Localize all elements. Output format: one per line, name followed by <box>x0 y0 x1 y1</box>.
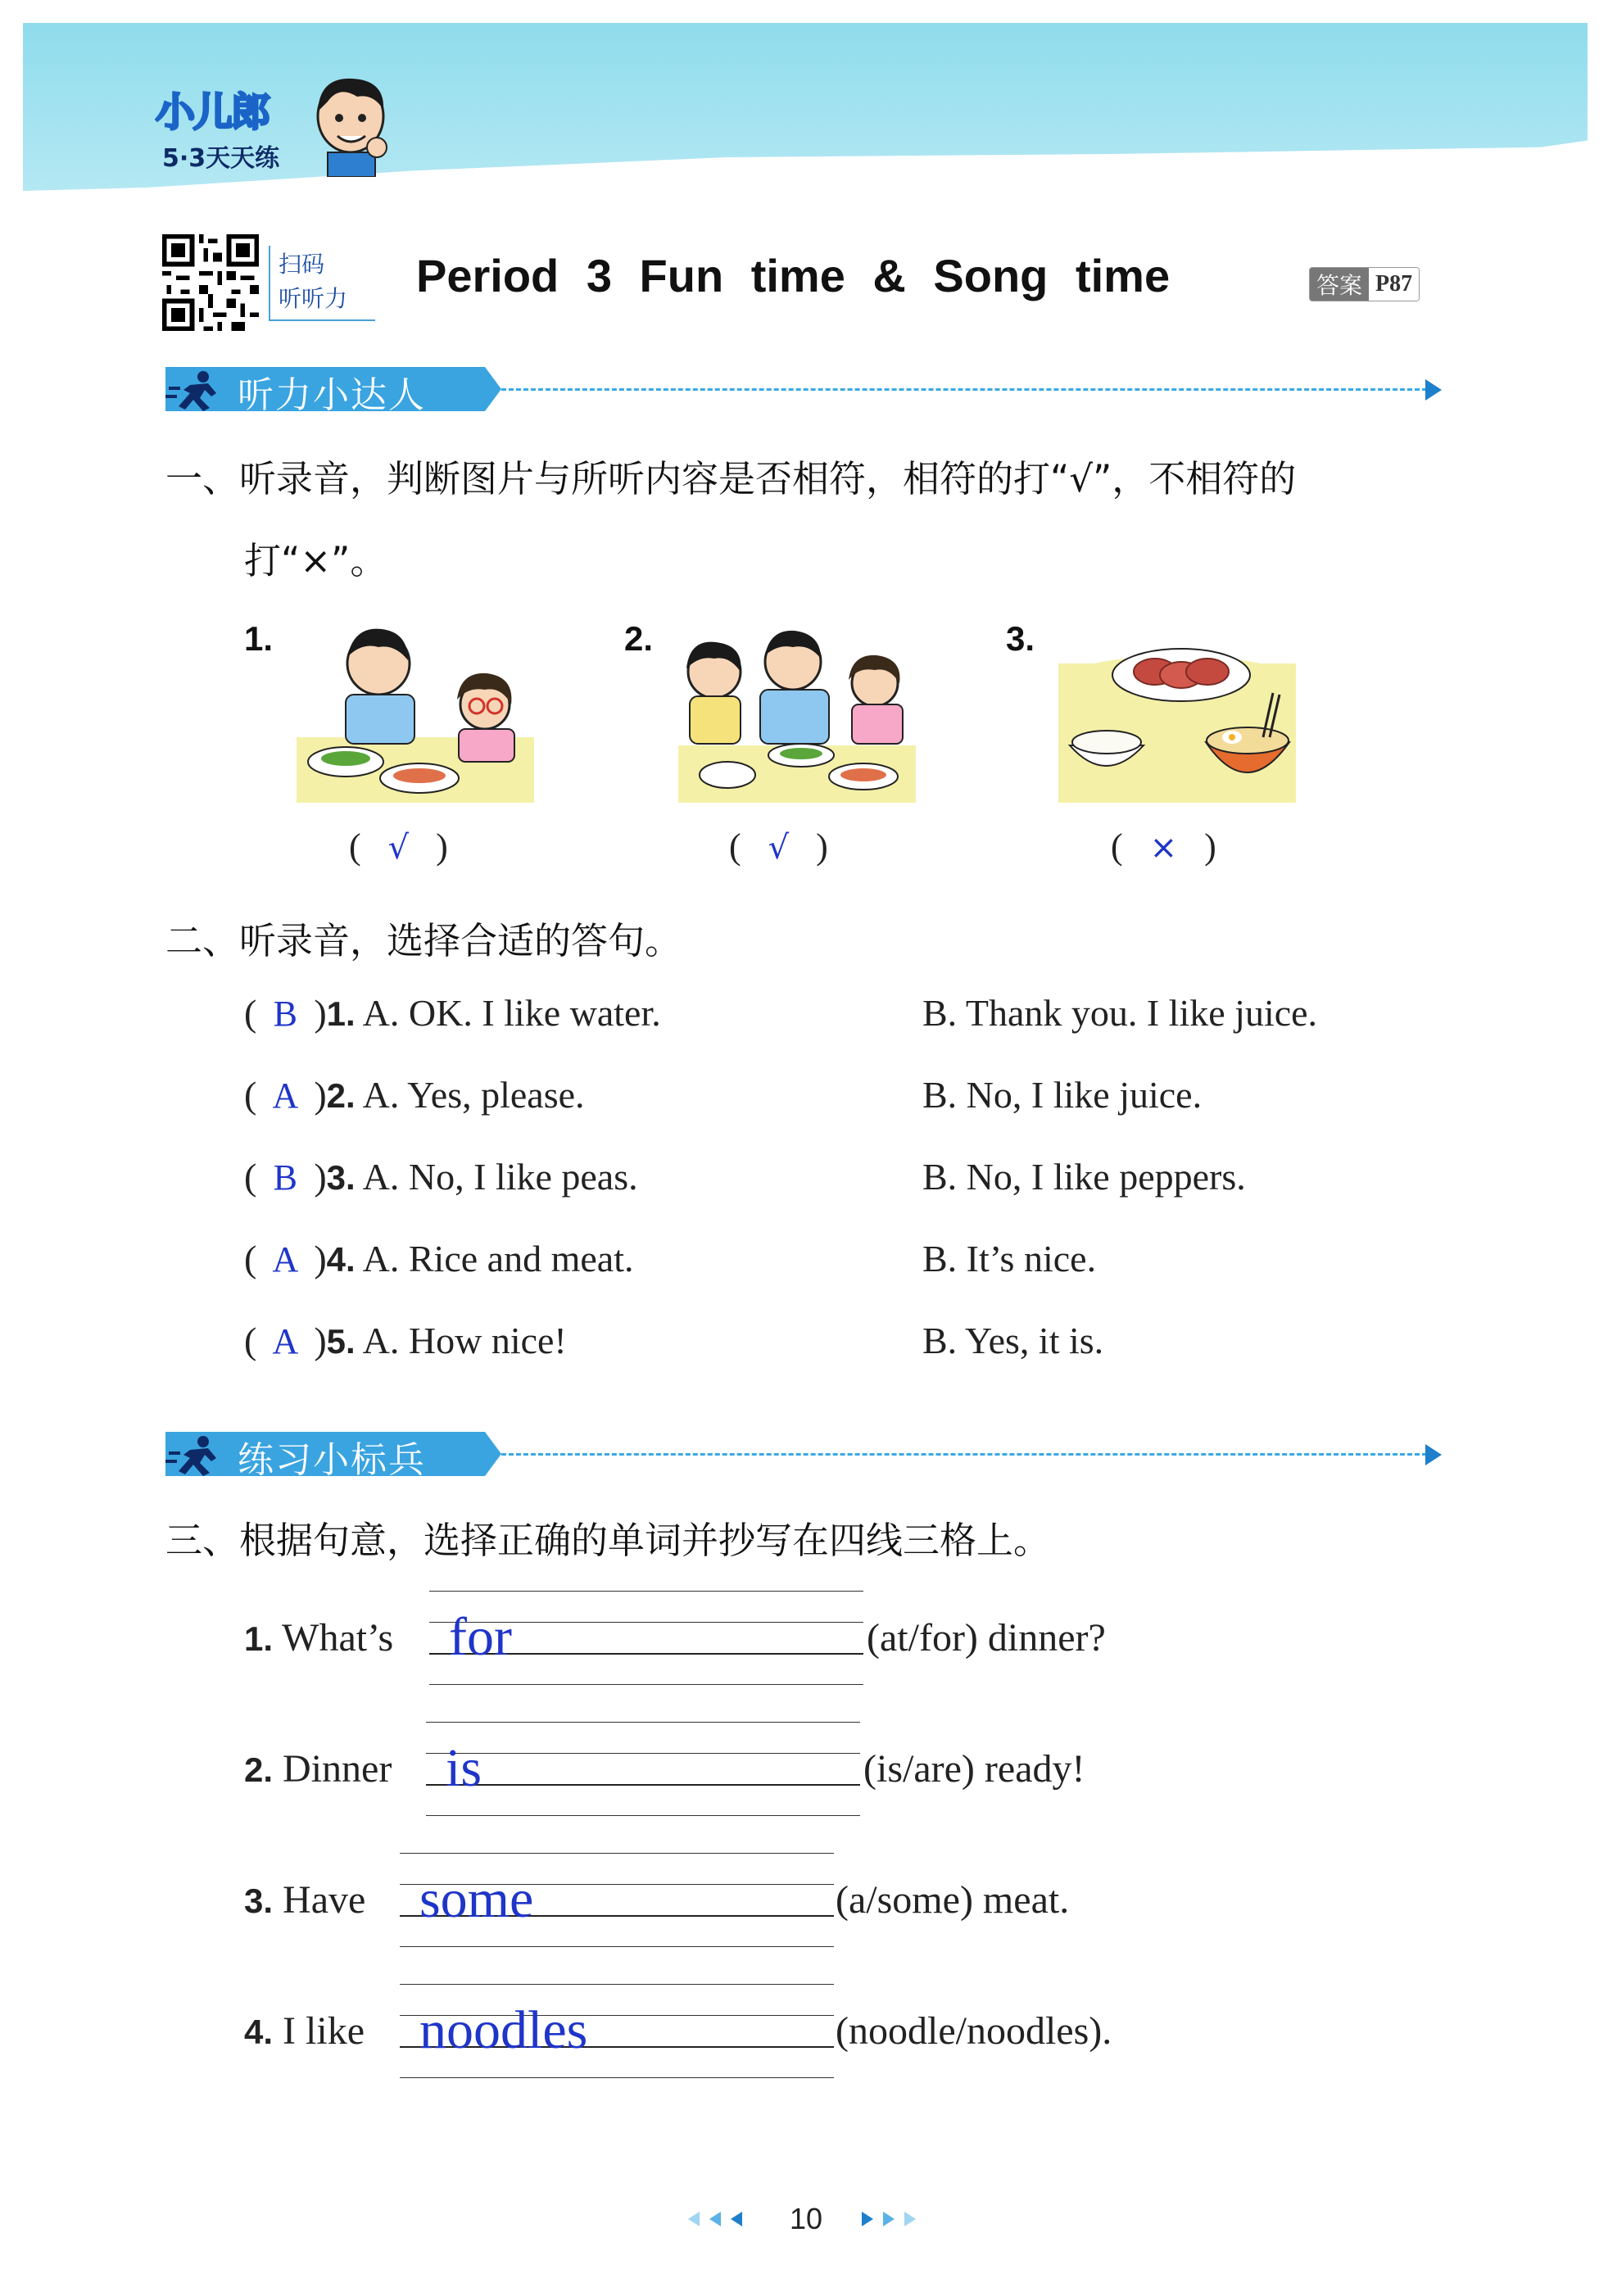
writing-lines[interactable] <box>400 1853 834 1946</box>
list-item: ( B )3. A. No, I like peas. <box>244 1156 638 1198</box>
guide-line <box>429 1591 863 1592</box>
picture-family-dinner-1 <box>297 614 534 803</box>
writing-lines[interactable] <box>426 1722 860 1815</box>
part3-heading: 三、根据句意，选择正确的单词并抄写在四线三格上。 <box>165 1519 1051 1562</box>
word-choice: (a/some) meat. <box>836 1878 1070 1922</box>
sentence-prefix: What’s <box>282 1616 394 1660</box>
item-number: 3. <box>244 1882 274 1920</box>
qr-label-line1: 扫码 <box>279 251 325 278</box>
answer-tag-page: P87 <box>1369 268 1419 301</box>
picture-number: 3. <box>1006 619 1035 658</box>
answer-bracket: ( × ) <box>1111 826 1216 867</box>
brand-logo: 小儿郎 <box>156 89 270 135</box>
answer-mark: × <box>1149 829 1178 867</box>
option-b: B. No, I like peppers. <box>922 1156 1246 1198</box>
guide-line <box>426 1753 860 1754</box>
item-number: 4. <box>244 2013 274 2051</box>
picture-number: 2. <box>624 619 654 658</box>
item-number: 4. <box>326 1240 356 1279</box>
list-item: ( A )4. A. Rice and meat. <box>244 1238 634 1279</box>
word-choice: (is/are) ready! <box>863 1747 1085 1791</box>
arrow-right-icon <box>1425 1444 1442 1465</box>
answer-mark: √ <box>387 829 410 867</box>
word-choice: (noodle/noodles). <box>836 2009 1112 2053</box>
sentence-start <box>244 1877 365 1922</box>
page-footer <box>680 2202 926 2235</box>
section-listening-header <box>165 364 1452 414</box>
section-listening-title: 听力小达人 <box>238 374 426 416</box>
choice-answer: A <box>272 1076 299 1116</box>
writing-lines[interactable] <box>400 1984 834 2077</box>
picture-family-dinner-2 <box>678 614 916 803</box>
page-title: Period 3 Fun time & Song time <box>416 250 1171 301</box>
next-arrows-icon <box>862 2210 935 2228</box>
answer-bracket: ( √ ) <box>729 826 828 867</box>
answer-bracket: ( √ ) <box>349 826 448 867</box>
list-item: ( A )5. A. How nice! <box>244 1320 567 1361</box>
option-a: A. OK. I like water. <box>362 992 661 1034</box>
guide-line <box>426 1815 860 1816</box>
option-b: B. Thank you. I like juice. <box>922 992 1318 1034</box>
option-b: B. No, I like juice. <box>922 1074 1203 1116</box>
item-number: 2. <box>244 1750 274 1789</box>
section-practice-title: 练习小标兵 <box>238 1439 426 1481</box>
answer-mark: √ <box>768 829 790 867</box>
sentence-start <box>244 1615 393 1660</box>
choice-answer: A <box>272 1239 299 1279</box>
sentence-prefix: Have <box>283 1878 366 1922</box>
sentence-prefix: I like <box>283 2009 365 2053</box>
section-divider <box>501 1453 1427 1456</box>
option-a: A. No, I like peas. <box>362 1156 638 1198</box>
item-number: 5. <box>326 1322 356 1361</box>
item-number: 2. <box>326 1076 356 1115</box>
baseline <box>426 1784 860 1786</box>
option-b: B. Yes, it is. <box>922 1320 1104 1361</box>
qr-code-icon[interactable] <box>162 234 259 331</box>
picture-number: 1. <box>244 619 274 658</box>
qr-label-line2: 听听力 <box>279 285 348 312</box>
choice-answer: B <box>273 1157 297 1198</box>
option-a: A. Yes, please. <box>362 1074 585 1116</box>
brand-subtitle: 5·3天天练 <box>162 144 280 173</box>
answer-page-tag <box>1309 267 1420 301</box>
option-b: B. It’s nice. <box>922 1238 1097 1279</box>
page-number: 10 <box>790 2202 823 2235</box>
handwritten-answer: noodles <box>419 2000 588 2060</box>
item-number: 1. <box>244 1619 274 1658</box>
guide-line <box>426 1722 860 1723</box>
guide-line <box>400 1853 834 1854</box>
answer-tag-label: 答案 <box>1310 268 1369 301</box>
prev-arrows-icon <box>688 2210 762 2228</box>
sentence-start <box>244 2008 365 2054</box>
part1-heading: 一、听录音，判断图片与所听内容是否相符，相符的打“√”，不相符的 <box>165 457 1297 500</box>
picture-food-meat-rice-noodles <box>1058 614 1296 803</box>
item-number: 1. <box>326 994 356 1033</box>
option-a: A. Rice and meat. <box>362 1238 634 1279</box>
writing-lines[interactable] <box>429 1591 863 1684</box>
choice-answer: B <box>273 994 297 1034</box>
section-practice-header <box>165 1429 1452 1479</box>
choice-answer: A <box>272 1321 299 1361</box>
guide-line <box>400 1984 834 1985</box>
handwritten-answer: is <box>446 1738 482 1798</box>
item-number: 3. <box>326 1158 356 1197</box>
list-item: ( A )2. A. Yes, please. <box>244 1074 585 1116</box>
guide-line <box>400 2077 834 2078</box>
section-divider <box>501 388 1427 391</box>
part1-heading-cont: 打“×”。 <box>244 539 387 582</box>
handwritten-answer: some <box>419 1869 534 1929</box>
handwritten-answer: for <box>449 1607 512 1667</box>
qr-label <box>269 246 375 321</box>
guide-line <box>429 1684 863 1685</box>
sentence-start <box>244 1746 392 1791</box>
mascot-icon <box>303 72 393 177</box>
word-choice: (at/for) dinner? <box>867 1616 1106 1660</box>
part2-heading: 二、听录音，选择合适的答句。 <box>165 919 682 962</box>
guide-line <box>400 1946 834 1947</box>
arrow-right-icon <box>1425 379 1442 401</box>
option-a: A. How nice! <box>362 1320 567 1361</box>
list-item: ( B )1. A. OK. I like water. <box>244 992 661 1034</box>
sentence-prefix: Dinner <box>283 1747 392 1791</box>
